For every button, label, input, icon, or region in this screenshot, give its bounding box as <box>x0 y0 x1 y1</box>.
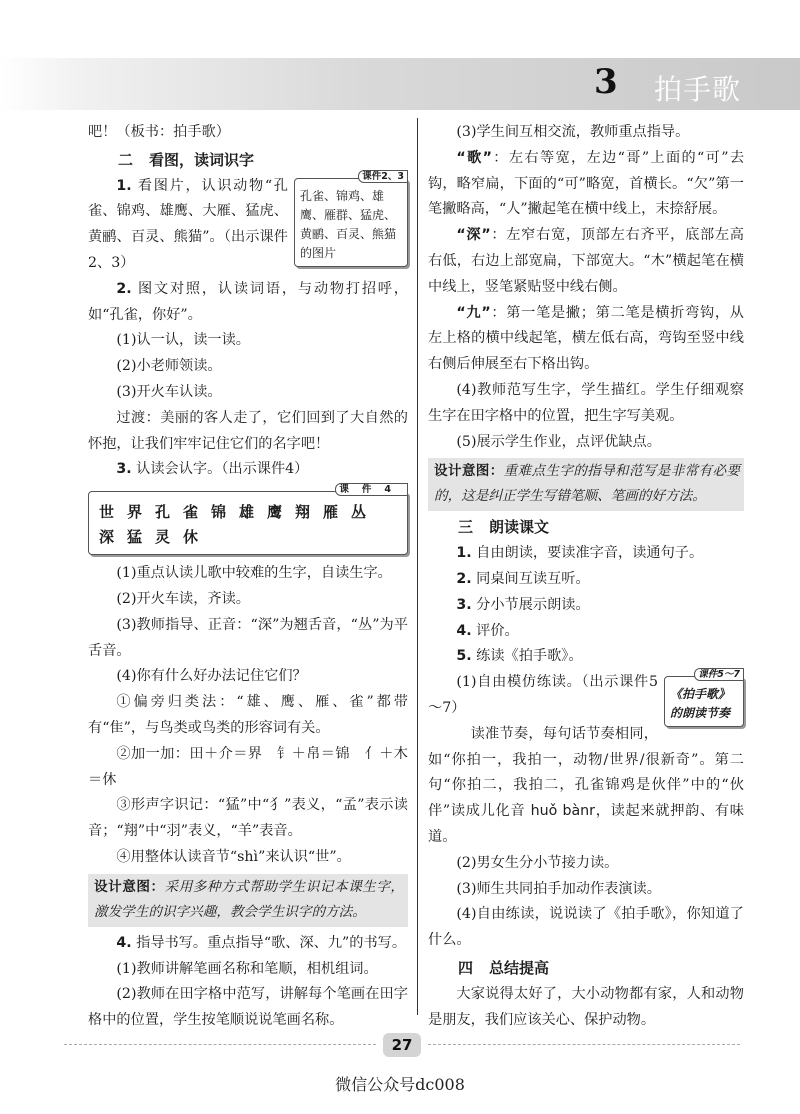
design-intent-text: 重难点生字的指导和范写是非常有必要的，这是纠正学生写错笔顺、笔画的好方法。 <box>434 463 741 505</box>
courseware-text: 《拍手歌》的朗读节奏 <box>670 687 731 721</box>
step-2-2: (2)小老师领读。 <box>116 358 222 375</box>
method-3: ③形声字识记：“猛”中“犭”表义，“孟”表示读音；“翔”中“羽”表义，“羊”表音。 <box>88 797 408 840</box>
section-4-heading: 四 总结提高 <box>458 958 550 977</box>
courseware-tag: 课件2、3 <box>358 170 408 183</box>
step-4: 4. 指导书写。重点指导“歌、深、九”的书写。 <box>116 934 407 951</box>
read-step-5-4: (4)自由练读，说说读了《拍手歌》，你知道了什么。 <box>428 906 744 949</box>
read-step-5-3: (3)师生共同拍手加动作表演读。 <box>456 880 661 897</box>
guide-shen: “深”：左窄右宽，顶部左右齐平，底部左高右低，右边上部宽扁，下部宽大。“木”横起笔在横中线上，竖笔紧贴竖中线右侧。 <box>428 227 744 295</box>
method-4: ④用整体认读音节“shì”来认识“世”。 <box>116 848 351 865</box>
step-4-2: (2)教师在田字格中范写，讲解每个笔画在田字格中的位置，学生按笔顺说说笔画名称。 <box>88 986 408 1029</box>
method-2: ②加一加：田＋介＝界 钅＋帛＝锦 亻＋木＝休 <box>88 745 408 788</box>
char-row-1: 世界孔雀锦雄鹰翔雁丛 <box>99 503 380 522</box>
read-step-5-1: (1)自由模仿练读。（出示课件5～7） <box>428 674 658 716</box>
rhythm-note: 读准节奏，每句话节奏相同，如“你拍一，我拍一，动物/世界/很新奇”。第二句“你拍二，我拍二，孔雀锦鸡是伙伴”中的“伙伴”读成儿化音 huǒ bànr，读起来就押韵、有味道。 <box>428 725 744 845</box>
design-intent-text: 采用多种方式帮助学生识记本课生字，激发学生的识字兴趣，教会学生识字的方法。 <box>94 878 405 920</box>
guide-jiu: “九”：第一笔是撇；第二笔是横折弯钩，从左上格的横中线起笔，横左低右高，弯钩至竖中线右侧后伸展至右下格出钩。 <box>428 304 744 373</box>
step-2-1: (1)认一认，读一读。 <box>116 332 250 349</box>
read-step-5-2: (2)男女生分小节接力读。 <box>456 854 619 871</box>
char-row-2: 深猛灵休 <box>99 528 212 547</box>
column-divider <box>417 118 418 1015</box>
courseware-5-7-box <box>664 669 744 727</box>
design-intent-box <box>88 874 408 927</box>
design-intent-box <box>428 458 744 511</box>
step-2: 2. 图文对照，认读词语，与动物打招呼，如“孔雀，你好”。 <box>88 280 408 323</box>
step-4-5: (5)展示学生作业，点评优缺点。 <box>456 433 661 450</box>
right-column <box>428 120 744 1033</box>
page-number: 27 <box>383 1033 421 1057</box>
read-step-3: 3. 分小节展示朗读。 <box>456 596 590 613</box>
courseware-4-box <box>88 484 408 555</box>
left-column <box>88 120 408 1034</box>
step-3-4: (4)你有什么好办法记住它们？ <box>116 668 307 685</box>
summary-text: 大家说得太好了，大小动物都有家，人和动物是朋友，我们应该关心、保护动物。 <box>428 985 744 1028</box>
transition-text: 过渡：美丽的客人走了，它们回到了大自然的怀抱，让我们牢牢记住它们的名字吧！ <box>88 409 408 452</box>
step-2-3: (3)开火车认读。 <box>116 383 222 400</box>
step-3-1: (1)重点认读儿歌中较难的生字，自读生字。 <box>116 565 392 582</box>
step-3-3: (3)教师指导、正音：“深”为翘舌音，“丛”为平舌音。 <box>88 616 408 659</box>
read-step-5: 5. 练读《拍手歌》。 <box>456 648 583 665</box>
step-1: 1. 看图片，认识动物“孔雀、锦鸡、雄鹰、大雁、猛虎、黄鹂、百灵、熊猫”。（出示课件2、3） <box>88 177 288 271</box>
design-intent-label: 设计意图： <box>94 878 165 895</box>
section-3-heading: 三 朗读课文 <box>458 518 550 537</box>
step-4-4: (4)教师范写生字，学生描红。学生仔细观察生字在田字格中的位置，把生字写美观。 <box>428 381 744 424</box>
design-intent-label: 设计意图： <box>434 463 504 480</box>
intro-line: 吧！（板书：拍手歌） <box>88 124 230 140</box>
courseware-text: 孔雀、锦鸡、雄鹰、雁群、猛虎、黄鹂、百灵、熊猫的图片 <box>300 188 397 260</box>
step-3: 3. 认读会认字。（出示课件4） <box>116 461 309 478</box>
courseware-2-3-box <box>294 170 408 267</box>
footer-dashed-line-left <box>64 1044 376 1045</box>
read-step-4: 4. 评价。 <box>456 622 519 639</box>
step-3-2: (2)开火车读，齐读。 <box>116 590 250 607</box>
courseware-tag: 课件4 <box>335 483 408 496</box>
watermark-text: 微信公众号dc008 <box>335 1075 465 1094</box>
step-4-3: (3)学生间互相交流，教师重点指导。 <box>456 124 690 140</box>
guide-ge: “歌”：左右等宽，左边“哥”上面的“可”去钩，略窄扁，下面的“可”略宽，首横长。“欠”第一笔撇略高，“人”撇起笔在横中线上，末捺舒展。 <box>428 149 745 218</box>
read-step-1: 1. 自由朗读，要读准字音，读通句子。 <box>456 545 704 562</box>
read-step-2: 2. 同桌间互读互听。 <box>456 570 590 587</box>
footer-dashed-line-right <box>428 1044 740 1045</box>
method-1: ①偏旁归类法：“雄、鹰、雁、雀”都带有“隹”，与鸟类或鸟类的形容词有关。 <box>88 694 408 736</box>
step-4-1: (1)教师讲解笔画名称和笔顺，相机组词。 <box>116 960 378 977</box>
section-2-heading: 二 看图，读词识字 <box>118 150 255 169</box>
pinyin-text: huǒ bànr <box>530 803 596 820</box>
lesson-title: 拍手歌 <box>654 73 742 106</box>
lesson-number: 3 <box>594 62 618 102</box>
courseware-tag: 课件5～7 <box>694 668 744 681</box>
